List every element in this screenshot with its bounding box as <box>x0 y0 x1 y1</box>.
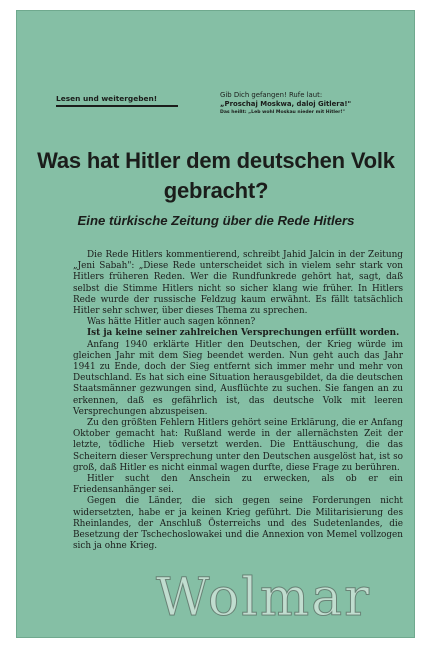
watermark-logo: Wolmar <box>156 568 372 628</box>
leaflet-page <box>16 10 415 638</box>
paragraph-annexation: Gegen die Länder, die sich gegen seine Forderungen nicht widersetzten, habe er ja keinen Krieg geführt. Die Militarisierung des Rheinlandes, der Anschluß Österreichs und des Sudetenlandes, die Besetzung der Tschechoslowakei und die Annexion von Memel vollzogen sich ja ohne Krieg. <box>73 496 403 552</box>
paragraph-october: Zu den größten Fehlern Hitlers gehört seine Erklärung, die er Anfang Oktober gemacht hat: Rußland werde in der allernächsten Zeit der letzte, tödliche Hieb versetzt werden. Die Enttäuschung, die das Scheitern dieser Versprechung unter den Deutschen ausgelöst hat, ist so groß, daß Hitler es nicht einmal wagen durfte, diese Frage zu berühren. <box>73 418 403 473</box>
paragraph-peace: Hitler sucht den Anschein zu erwecken, als ob er ein Friedensanhänger sei. <box>73 474 403 496</box>
paragraph-intro: Die Rede Hitlers kommentierend, schreibt Jahid Jalcin in der Zeitung „Jeni Sabah": „Diese Rede unterscheidet sich in vielem sehr stark von Hitlers früheren Reden. Wer die Rundfunkrede gehört hat, sagt, daß selbst die Stimme Hitlers nicht so sicher klang wie früher. In Hitlers Rede wurde der russische Feldzug kaum erwähnt. Es fällt tatsächlich Hitler sehr schwer, über dieses Thema zu sprechen. <box>73 250 403 317</box>
paragraph-question: Was hätte Hitler auch sagen können? <box>87 317 256 328</box>
surrender-slogan <box>220 91 400 116</box>
surrender-slogan-translation: Das heißt: „Leb wohl Moskau nieder mit Hitler!" <box>220 110 345 115</box>
surrender-slogan-line2: „Proschaj Moskwa, daloj Gitlera!" <box>220 100 352 108</box>
page-title: Was hat Hitler dem deutschen Volk gebracht? <box>37 148 395 203</box>
paragraph-emphasis: Ist ja keine seiner zahlreichen Versprechungen erfüllt worden. <box>87 328 400 339</box>
article-body <box>73 250 403 552</box>
pass-on-notice-text: Lesen und weitergeben! <box>56 94 158 103</box>
pass-on-notice <box>56 94 178 107</box>
paragraph-1940: Anfang 1940 erklärte Hitler den Deutschen, der Krieg würde im gleichen Jahr mit dem Sieg beendet werden. Nun geht auch das Jahr 1941 zu Ende, doch der Sieg entfernt sich immer mehr und mehr von Deutschland. Es hat sich eine Situation herausgebildet, da die deutschen Staatsmänner gezwungen sind, Ausflüchte zu suchen. Sie fangen an zu erkennen, daß es gefährlich ist, das deutsche Volk mit leeren Versprechungen abzuspeisen. <box>73 339 403 417</box>
surrender-slogan-line1: Gib Dich gefangen! Rufe laut: <box>220 91 323 99</box>
page-subtitle: Eine türkische Zeitung über die Rede Hitlers <box>77 213 355 228</box>
notice-underline <box>56 105 178 107</box>
